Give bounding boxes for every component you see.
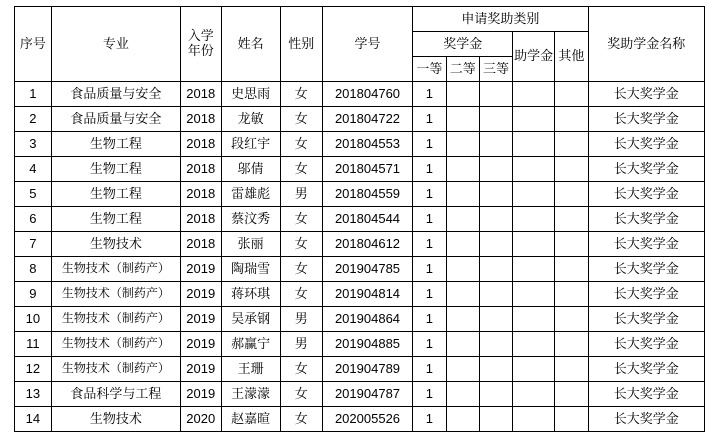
cell-major: 生物技术 <box>51 232 180 257</box>
cell-name: 郝赢宁 <box>221 332 280 357</box>
cell-student-id: 201804612 <box>322 232 412 257</box>
cell-aid <box>513 82 555 107</box>
cell-year: 2018 <box>180 132 221 157</box>
header-gender: 性别 <box>280 7 322 82</box>
cell-award: 长大奖学金 <box>588 157 705 182</box>
cell-level-2 <box>446 232 479 257</box>
table-row[interactable] <box>15 257 705 282</box>
cell-major: 食品质量与安全 <box>51 107 180 132</box>
cell-major: 生物技术（制药产） <box>51 357 180 382</box>
cell-award: 长大奖学金 <box>588 332 705 357</box>
cell-name: 段红宇 <box>221 132 280 157</box>
cell-name: 蔡汶秀 <box>221 207 280 232</box>
cell-student-id: 201904814 <box>322 282 412 307</box>
cell-other <box>555 157 588 182</box>
table-row[interactable] <box>15 232 705 257</box>
cell-other <box>555 132 588 157</box>
cell-seq: 11 <box>15 332 52 357</box>
cell-major: 生物技术（制药产） <box>51 332 180 357</box>
cell-seq: 9 <box>15 282 52 307</box>
cell-other <box>555 332 588 357</box>
cell-level-3 <box>479 132 512 157</box>
cell-level-2 <box>446 132 479 157</box>
cell-level-3 <box>479 107 512 132</box>
cell-gender: 女 <box>280 382 322 407</box>
header-level-2: 二等 <box>446 57 479 82</box>
cell-level-2 <box>446 107 479 132</box>
cell-gender: 女 <box>280 82 322 107</box>
cell-seq: 14 <box>15 407 52 432</box>
cell-gender: 男 <box>280 307 322 332</box>
cell-other <box>555 207 588 232</box>
cell-seq: 4 <box>15 157 52 182</box>
cell-aid <box>513 307 555 332</box>
cell-aid <box>513 232 555 257</box>
header-scholarship: 奖学金 <box>413 32 513 57</box>
cell-level-3 <box>479 357 512 382</box>
header-entry-year-line1: 入学 <box>187 28 214 44</box>
cell-award: 长大奖学金 <box>588 407 705 432</box>
cell-level-1: 1 <box>413 182 446 207</box>
cell-award: 长大奖学金 <box>588 257 705 282</box>
cell-seq: 5 <box>15 182 52 207</box>
table-row[interactable] <box>15 182 705 207</box>
header-row-1 <box>15 7 705 32</box>
cell-name: 龙敏 <box>221 107 280 132</box>
cell-major: 生物工程 <box>51 182 180 207</box>
cell-level-1: 1 <box>413 357 446 382</box>
header-major: 专业 <box>51 7 180 82</box>
cell-seq: 10 <box>15 307 52 332</box>
cell-year: 2019 <box>180 257 221 282</box>
table-row[interactable] <box>15 332 705 357</box>
cell-major: 生物工程 <box>51 132 180 157</box>
cell-gender: 男 <box>280 182 322 207</box>
cell-gender: 女 <box>280 232 322 257</box>
header-aid: 助学金 <box>513 32 555 82</box>
cell-level-1: 1 <box>413 307 446 332</box>
cell-award: 长大奖学金 <box>588 207 705 232</box>
cell-other <box>555 82 588 107</box>
cell-seq: 13 <box>15 382 52 407</box>
cell-level-2 <box>446 282 479 307</box>
header-level-1: 一等 <box>413 57 446 82</box>
cell-level-2 <box>446 182 479 207</box>
cell-year: 2018 <box>180 82 221 107</box>
cell-level-3 <box>479 257 512 282</box>
header-apply-category: 申请奖助类别 <box>413 7 588 32</box>
cell-level-3 <box>479 307 512 332</box>
cell-level-3 <box>479 282 512 307</box>
cell-aid <box>513 357 555 382</box>
cell-award: 长大奖学金 <box>588 107 705 132</box>
cell-name: 雷雄彪 <box>221 182 280 207</box>
cell-student-id: 201904864 <box>322 307 412 332</box>
cell-award: 长大奖学金 <box>588 282 705 307</box>
cell-level-1: 1 <box>413 332 446 357</box>
cell-aid <box>513 332 555 357</box>
table-row[interactable] <box>15 207 705 232</box>
cell-other <box>555 257 588 282</box>
cell-gender: 女 <box>280 132 322 157</box>
cell-seq: 2 <box>15 107 52 132</box>
cell-student-id: 201804722 <box>322 107 412 132</box>
cell-year: 2019 <box>180 332 221 357</box>
cell-seq: 3 <box>15 132 52 157</box>
cell-name: 王濛濛 <box>221 382 280 407</box>
cell-year: 2019 <box>180 307 221 332</box>
cell-student-id: 201904787 <box>322 382 412 407</box>
cell-level-2 <box>446 357 479 382</box>
cell-level-2 <box>446 332 479 357</box>
cell-aid <box>513 382 555 407</box>
cell-major: 生物技术 <box>51 407 180 432</box>
cell-seq: 6 <box>15 207 52 232</box>
cell-name: 吴承钢 <box>221 307 280 332</box>
cell-award: 长大奖学金 <box>588 382 705 407</box>
cell-level-1: 1 <box>413 157 446 182</box>
cell-aid <box>513 282 555 307</box>
cell-aid <box>513 157 555 182</box>
cell-level-2 <box>446 257 479 282</box>
table-row[interactable] <box>15 357 705 382</box>
table-row[interactable] <box>15 132 705 157</box>
cell-gender: 女 <box>280 207 322 232</box>
cell-name: 王珊 <box>221 357 280 382</box>
cell-major: 食品科学与工程 <box>51 382 180 407</box>
cell-award: 长大奖学金 <box>588 232 705 257</box>
cell-student-id: 201804553 <box>322 132 412 157</box>
cell-award: 长大奖学金 <box>588 182 705 207</box>
cell-year: 2019 <box>180 357 221 382</box>
cell-aid <box>513 207 555 232</box>
table-row[interactable] <box>15 82 705 107</box>
header-entry-year-line2: 年份 <box>187 43 214 58</box>
cell-level-1: 1 <box>413 207 446 232</box>
cell-level-1: 1 <box>413 132 446 157</box>
cell-level-1: 1 <box>413 282 446 307</box>
cell-level-3 <box>479 232 512 257</box>
cell-other <box>555 282 588 307</box>
header-level-3: 三等 <box>479 57 512 82</box>
cell-major: 生物工程 <box>51 157 180 182</box>
table-row[interactable] <box>15 107 705 132</box>
cell-name: 史思雨 <box>221 82 280 107</box>
cell-name: 蒋环琪 <box>221 282 280 307</box>
cell-year: 2018 <box>180 232 221 257</box>
cell-award: 长大奖学金 <box>588 132 705 157</box>
cell-student-id: 201804544 <box>322 207 412 232</box>
cell-year: 2018 <box>180 107 221 132</box>
cell-level-3 <box>479 332 512 357</box>
cell-year: 2018 <box>180 157 221 182</box>
cell-student-id: 201904785 <box>322 257 412 282</box>
cell-award: 长大奖学金 <box>588 307 705 332</box>
cell-level-2 <box>446 207 479 232</box>
cell-year: 2018 <box>180 182 221 207</box>
cell-name: 陶瑞雪 <box>221 257 280 282</box>
cell-gender: 女 <box>280 282 322 307</box>
cell-gender: 女 <box>280 407 322 432</box>
cell-student-id: 201804571 <box>322 157 412 182</box>
cell-major: 生物技术（制药产） <box>51 282 180 307</box>
scholarship-table <box>14 6 705 432</box>
cell-gender: 女 <box>280 157 322 182</box>
cell-student-id: 201804760 <box>322 82 412 107</box>
cell-gender: 女 <box>280 257 322 282</box>
table-row[interactable] <box>15 307 705 332</box>
cell-level-1: 1 <box>413 382 446 407</box>
header-award-name: 奖助学金名称 <box>588 7 705 82</box>
cell-level-1: 1 <box>413 82 446 107</box>
cell-seq: 8 <box>15 257 52 282</box>
cell-gender: 女 <box>280 357 322 382</box>
cell-seq: 7 <box>15 232 52 257</box>
cell-name: 赵嘉暄 <box>221 407 280 432</box>
cell-level-2 <box>446 382 479 407</box>
cell-aid <box>513 182 555 207</box>
cell-level-1: 1 <box>413 407 446 432</box>
cell-other <box>555 307 588 332</box>
cell-other <box>555 232 588 257</box>
table-row[interactable] <box>15 157 705 182</box>
cell-level-3 <box>479 182 512 207</box>
cell-year: 2020 <box>180 407 221 432</box>
cell-award: 长大奖学金 <box>588 357 705 382</box>
cell-major: 生物技术（制药产） <box>51 307 180 332</box>
header-entry-year <box>180 7 221 82</box>
cell-other <box>555 182 588 207</box>
cell-level-3 <box>479 382 512 407</box>
cell-aid <box>513 132 555 157</box>
cell-seq: 12 <box>15 357 52 382</box>
cell-year: 2019 <box>180 382 221 407</box>
cell-student-id: 201804559 <box>322 182 412 207</box>
cell-level-1: 1 <box>413 257 446 282</box>
cell-student-id: 201904885 <box>322 332 412 357</box>
cell-gender: 男 <box>280 332 322 357</box>
cell-seq: 1 <box>15 82 52 107</box>
table-row[interactable] <box>15 282 705 307</box>
header-name: 姓名 <box>221 7 280 82</box>
cell-other <box>555 382 588 407</box>
cell-name: 邬倩 <box>221 157 280 182</box>
cell-student-id: 201904789 <box>322 357 412 382</box>
header-other: 其他 <box>555 32 588 82</box>
cell-level-3 <box>479 82 512 107</box>
table-row[interactable] <box>15 382 705 407</box>
cell-other <box>555 357 588 382</box>
cell-level-3 <box>479 157 512 182</box>
cell-name: 张丽 <box>221 232 280 257</box>
cell-year: 2018 <box>180 207 221 232</box>
cell-aid <box>513 107 555 132</box>
cell-aid <box>513 257 555 282</box>
header-seq: 序号 <box>15 7 52 82</box>
cell-level-1: 1 <box>413 232 446 257</box>
cell-other <box>555 107 588 132</box>
cell-major: 食品质量与安全 <box>51 82 180 107</box>
cell-level-2 <box>446 82 479 107</box>
cell-major: 生物工程 <box>51 207 180 232</box>
cell-level-1: 1 <box>413 107 446 132</box>
cell-student-id: 202005526 <box>322 407 412 432</box>
cell-award: 长大奖学金 <box>588 82 705 107</box>
cell-gender: 女 <box>280 107 322 132</box>
header-student-id: 学号 <box>322 7 412 82</box>
cell-level-2 <box>446 307 479 332</box>
cell-year: 2019 <box>180 282 221 307</box>
cell-major: 生物技术（制药产） <box>51 257 180 282</box>
cell-level-3 <box>479 207 512 232</box>
cell-level-2 <box>446 157 479 182</box>
